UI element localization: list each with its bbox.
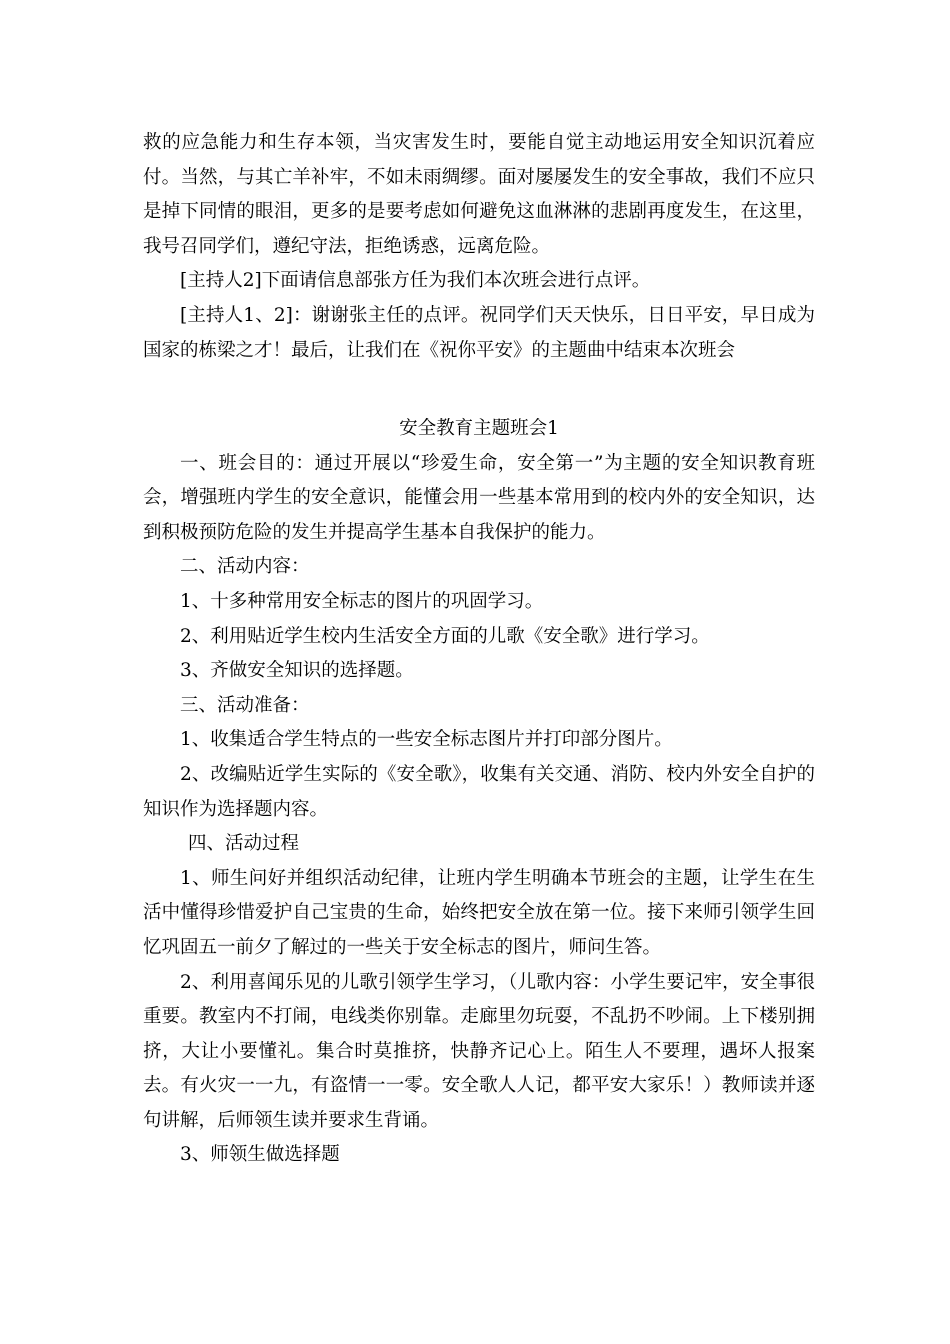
paragraph: 一、班会目的：通过开展以“珍爱生命，安全第一”为主题的安全知识教育班会，增强班内学生的安全意识，能懂会用一些基本常用到的校内外的安全知识，达到积极预防危险的发生并提高学生基本自我保护的能力。 bbox=[143, 452, 815, 543]
paragraph: [主持人2]下面请信息部张方任为我们本次班会进行点评。 bbox=[180, 270, 651, 292]
paragraph: [主持人1、2]：谢谢张主任的点评。祝同学们天天快乐，日日平安，早日成为国家的栋梁之才！最后，让我们在《祝你平安》的主题曲中结束本次班会 bbox=[143, 304, 815, 361]
section-title: 安全教育主题班会1 bbox=[399, 418, 559, 439]
paragraph: 1、收集适合学生特点的一些安全标志图片并打印部分图片。 bbox=[180, 729, 673, 751]
paragraph: 二、活动内容： bbox=[180, 556, 310, 578]
paragraph: 1、师生问好并组织活动纪律，让班内学生明确本节班会的主题，让学生在生活中懂得珍惜爱护自己宝贵的生命，始终把安全放在第一位。接下来师引领学生回忆巩固五一前夕了解过的一些关于安全标志的图片，师问生答。 bbox=[143, 867, 815, 958]
paragraph: 救的应急能力和生存本领，当灾害发生时，要能自觉主动地运用安全知识沉着应付。当然，与其亡羊补牢，不如未雨绸缪。面对屡屡发生的安全事故，我们不应只是掉下同情的眼泪，更多的是要考虑如何避免这血淋淋的悲剧再度发生，在这里，我号召同学们，遵纪守法，拒绝诱惑，远离危险。 bbox=[143, 132, 815, 257]
paragraph: 2、利用喜闻乐见的儿歌引领学生学习，（儿歌内容：小学生要记牢，安全事很重要。教室内不打闹，电线类你别靠。走廊里勿玩耍，不乱扔不吵闹。上下楼别拥挤，大让小要懂礼。集合时莫推挤，快静齐记心上。陌生人不要理，遇坏人报案去。有火灾一一九，有盗情一一零。安全歌人人记，都平安大家乐！）教师读并逐句讲解，后师领生读并要求生背诵。 bbox=[143, 971, 815, 1131]
paragraph: 2、改编贴近学生实际的《安全歌》，收集有关交通、消防、校内外安全自护的知识作为选择题内容。 bbox=[143, 763, 815, 820]
paragraph: 2、利用贴近学生校内生活安全方面的儿歌《安全歌》进行学习。 bbox=[180, 625, 710, 647]
text-section-2 bbox=[143, 412, 815, 1173]
paragraph: 三、活动准备： bbox=[180, 694, 310, 716]
paragraph: 四、活动过程 bbox=[188, 833, 300, 855]
text-section-1 bbox=[143, 126, 815, 368]
paragraph: 1、十多种常用安全标志的图片的巩固学习。 bbox=[180, 590, 544, 612]
paragraph: 3、齐做安全知识的选择题。 bbox=[180, 660, 414, 682]
paragraph: 3、师领生做选择题 bbox=[180, 1144, 340, 1166]
